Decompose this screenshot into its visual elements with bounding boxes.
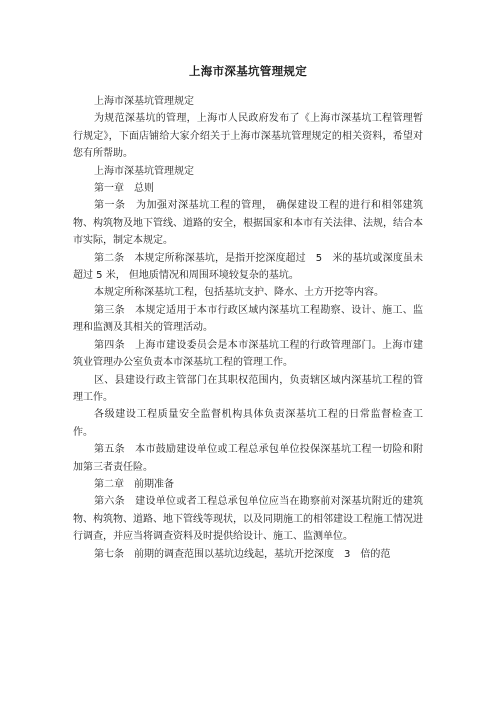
- article-paragraph: 第三条 本规定适用于本市行政区域内深基坑工程勘察、设计、施工、监理和监测及其相关的管理活动。: [73, 304, 423, 334]
- chapter-heading: 第一章 总则: [94, 183, 154, 195]
- chapter-heading: 第二章 前期准备: [94, 478, 174, 490]
- article-paragraph: 第六条 建设单位或者工程总承包单位应当在勘察前对深基坑附近的建筑物、构筑物、道路、地下管线等现状，以及同期施工的相邻建设工程施工情况进行调查，并应当将调查资料及时提供给设计、施工、监测单位。: [73, 496, 423, 543]
- paragraph: 区、县建设行政主管部门在其职权范围内，负责辖区域内深基坑工程的管理工作。: [73, 374, 423, 403]
- article-paragraph: 第二条 本规定所称深基坑，是指开挖深度超过 5 米的基坑或深度虽未超过 5 米， 但地质情况和周围环境较复杂的基坑。: [73, 252, 423, 282]
- article-paragraph: 第七条 前期的调查范围以基坑边线起，基坑开挖深度 3 倍的范: [94, 548, 391, 560]
- paragraph: 为规范深基坑的管理，上海市人民政府发布了《上海市深基坑工程管理暂行规定》，下面店铺给大家介绍关于上海市深基坑管理规定的相关资料，希望对您有所帮助。: [73, 113, 423, 160]
- document-title: 上海市深基坑管理规定: [189, 64, 307, 78]
- paragraph: 上海市深基坑管理规定: [94, 165, 194, 177]
- article-paragraph: 第四条 上海市建设委员会是本市深基坑工程的行政管理部门。上海市建筑业管理办公室负责本市深基坑工程的管理工作。: [73, 339, 423, 369]
- article-paragraph: 第五条 本市鼓励建设单位或工程总承包单位投保深基坑工程一切险和附加第三者责任险。: [73, 444, 423, 473]
- paragraph: 本规定所称深基坑工程，包括基坑支护、降水、土方开挖等内容。: [94, 287, 384, 299]
- paragraph: 上海市深基坑管理规定: [94, 96, 194, 107]
- paragraph: 各级建设工程质量安全监督机构具体负责深基坑工程的日常监督检查工作。: [73, 409, 423, 438]
- article-paragraph: 第一条 为加强对深基坑工程的管理， 确保建设工程的进行和相邻建筑物、构筑物及地下管线、道路的安全，根据国家和本市有关法律、法规，结合本市实际，制定本规定。: [73, 200, 423, 247]
